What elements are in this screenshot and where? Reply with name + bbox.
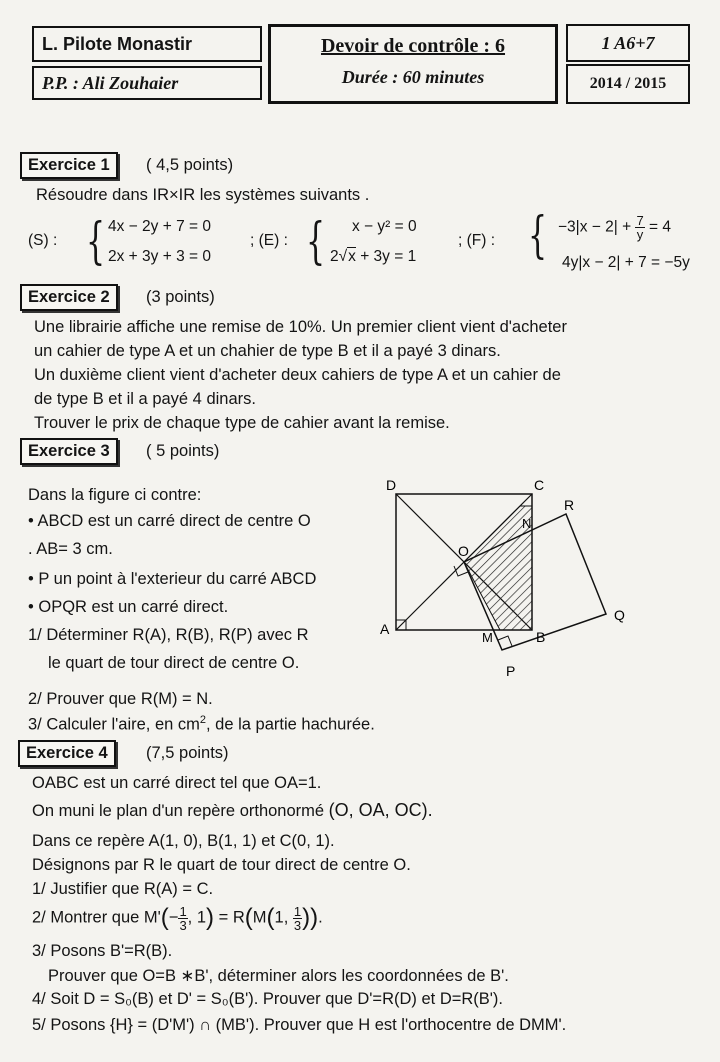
system-f-eq1: −3|x − 2| + $\frac{7}{y}$ = 4 [558, 213, 671, 242]
label-b: B [536, 629, 546, 645]
system-s-eq2: 2x + 3y + 3 = 0 [108, 248, 211, 265]
system-e-brace: { [306, 212, 326, 270]
label-q: Q [614, 607, 625, 623]
school-name: L. Pilote Monastir [32, 26, 262, 62]
exercise-1-points: ( 4,5 points) [146, 156, 234, 174]
exercise-4-question-5: 5/ Posons {H} = (D'M') ∩ (MB'). Prouver que H est l'orthocentre de DMM'. [32, 1016, 567, 1034]
system-f-eq2: 4y|x − 2| + 7 = −5y [562, 254, 690, 271]
school-year: 2014 / 2015 [566, 64, 690, 104]
exam-duration: Durée : 60 minutes [341, 67, 485, 87]
label-m: M [482, 630, 493, 645]
exercise-3-bullet: • ABCD est un carré direct de centre O [28, 512, 311, 530]
exercise-1-title: Exercice 1 [20, 152, 118, 179]
label-d: D [386, 477, 397, 493]
exercise-4-question-3-cont: Prouver que O=B ∗B', déterminer alors les coordonnées de B'. [48, 967, 509, 985]
exercise-2-points: (3 points) [146, 288, 215, 306]
exercise-2-title: Exercice 2 [20, 284, 118, 311]
exercise-2-line: Trouver le prix de chaque type de cahier avant la remise. [34, 414, 450, 432]
exercise-3-bullet: . AB= 3 cm. [28, 540, 113, 558]
label-c: C [534, 477, 545, 493]
system-s-name: (S) : [28, 232, 58, 249]
exercise-3-title: Exercice 3 [20, 438, 118, 465]
system-e-name: ; (E) : [250, 232, 288, 249]
exercise-3-question-1-cont: le quart de tour direct de centre O. [48, 654, 300, 672]
label-a: A [380, 621, 390, 637]
teacher-name: P.P. : Ali Zouhaier [32, 66, 262, 100]
exercise-3-bullet: • P un point à l'exterieur du carré ABCD [28, 570, 317, 588]
exercise-4-line-4: Désignons par R le quart de tour direct de centre O. [32, 856, 411, 874]
label-p: P [506, 663, 516, 679]
label-o: O [458, 543, 469, 559]
exercise-3-question-1: 1/ Déterminer R(A), R(B), R(P) avec R [28, 626, 309, 644]
exercise-3-points: ( 5 points) [146, 442, 220, 460]
system-s-eq1: 4x − 2y + 7 = 0 [108, 218, 211, 235]
exercise-4-question-4: 4/ Soit D = S₀(B) et D' = S₀(B'). Prouver que D'=R(D) et D=R(B'). [32, 990, 504, 1008]
exercise-2-line: Un duxième client vient d'acheter deux cahiers de type A et un cahier de [34, 366, 561, 384]
system-f-brace: { [528, 206, 548, 264]
exercise-3-question-2: 2/ Prouver que R(M) = N. [28, 690, 213, 708]
exercise-4-line-3: Dans ce repère A(1, 0), B(1, 1) et C(0, 1). [32, 832, 335, 850]
exercise-2-line: Une librairie affiche une remise de 10%. Un premier client vient d'acheter [34, 318, 567, 336]
system-e-eq2: 2√x + 3y = 1 [330, 248, 417, 265]
exercise-1-statement: Résoudre dans IR×IR les systèmes suivants . [36, 186, 370, 204]
exercise-4-line-1: OABC est un carré direct tel que OA=1. [32, 774, 322, 792]
exercise-4-title: Exercice 4 [18, 740, 116, 767]
exercise-3-intro: Dans la figure ci contre: [28, 486, 202, 504]
exercise-4-question-1: 1/ Justifier que R(A) = C. [32, 880, 214, 898]
system-s-brace: { [86, 212, 106, 270]
system-e-eq1: x − y² = 0 [352, 218, 417, 235]
exercise-2-line: un cahier de type A et un chahier de type B et il a payé 3 dinars. [34, 342, 501, 360]
exercise-4-line-2: On muni le plan d'un repère orthonormé (O, OA, OC). [32, 800, 433, 820]
label-n: N [522, 516, 532, 531]
exercise-3-bullet: • OPQR est un carré direct. [28, 598, 229, 616]
exercise-4-points: (7,5 points) [146, 744, 229, 762]
exam-title-box [268, 24, 558, 104]
exercise-4-question-3: 3/ Posons B'=R(B). [32, 942, 173, 960]
label-r: R [564, 497, 575, 513]
geometry-figure [370, 474, 640, 684]
system-f-name: ; (F) : [458, 232, 496, 249]
class-label: 1 A6+7 [566, 24, 690, 62]
exam-title: Devoir de contrôle : 6 [320, 35, 506, 57]
exercise-3-question-3: 3/ Calculer l'aire, en $cm^2$, de la partie hachurée. [28, 714, 375, 734]
exercise-2-line: de type B et il a payé 4 dinars. [34, 390, 256, 408]
exercise-4-question-2: 2/ Montrer que M'(− $\frac{1}{3}$ , 1) = R(M(1, $\frac{1}{3}$ )). [32, 903, 323, 933]
